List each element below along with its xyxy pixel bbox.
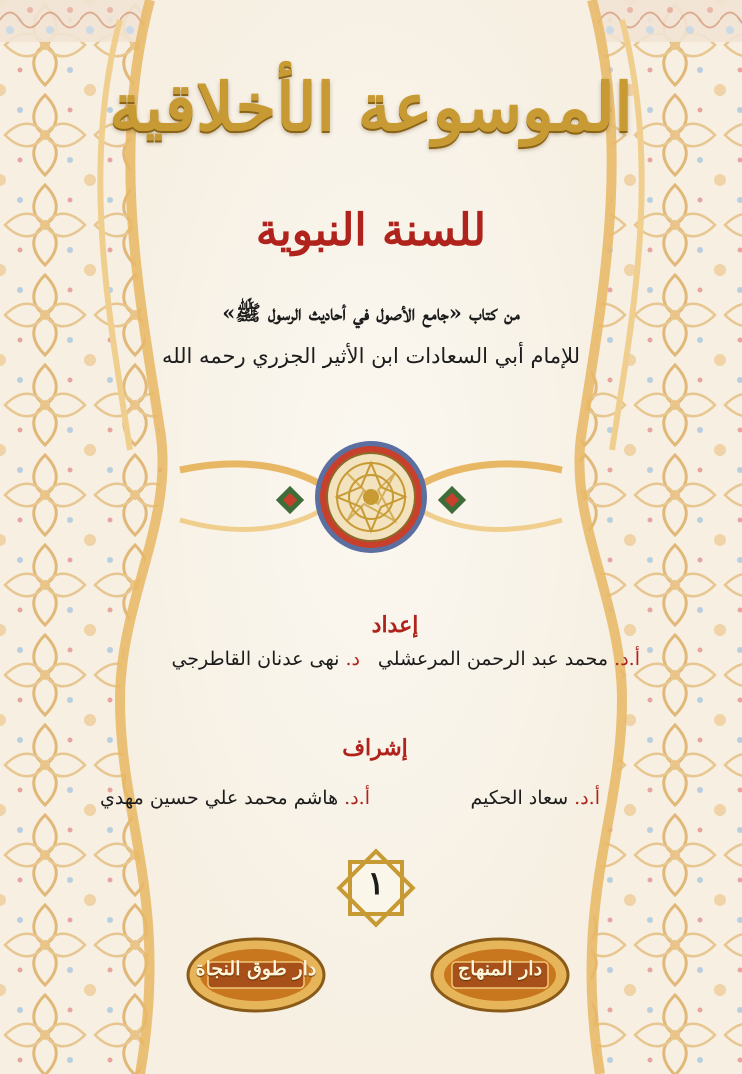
supervisor-name: [100, 787, 370, 809]
preparer-name: [120, 648, 360, 670]
preparer-name-text: محمد عبد الرحمن المرعشلي: [377, 648, 609, 670]
supervisor-name-text: سعاد الحكيم: [470, 787, 569, 809]
source-book-line: من كتاب «جامع الأصول في أحاديث الرسول ﷺ»: [222, 300, 520, 325]
preparer-title: أ.د.: [614, 648, 640, 670]
publisher-name: دار المنهاج: [457, 958, 543, 980]
book-title: الموسوعة الأخلاقية: [109, 68, 633, 146]
supervisor-title: أ.د.: [574, 787, 600, 809]
supervisor-name: [420, 787, 600, 809]
author-line: للإمام أبي السعادات ابن الأثير الجزري رحمه الله: [161, 344, 581, 368]
center-medallion: [315, 441, 427, 553]
book-subtitle: للسنة النبوية: [255, 205, 487, 256]
supervision-label: إشراف: [342, 735, 408, 761]
prepared-by-label: إعداد: [371, 612, 419, 638]
supervisor-title: أ.د.: [344, 787, 370, 809]
publisher-name: دار طوق النجاة: [195, 958, 317, 980]
supervisor-name-text: هاشم محمد علي حسين مهدي: [100, 787, 339, 809]
preparer-name: [377, 648, 640, 670]
preparer-name-text: نهى عدنان القاطرجي: [171, 648, 340, 670]
volume-number: ١: [367, 864, 385, 902]
preparer-title: د.: [345, 648, 360, 670]
